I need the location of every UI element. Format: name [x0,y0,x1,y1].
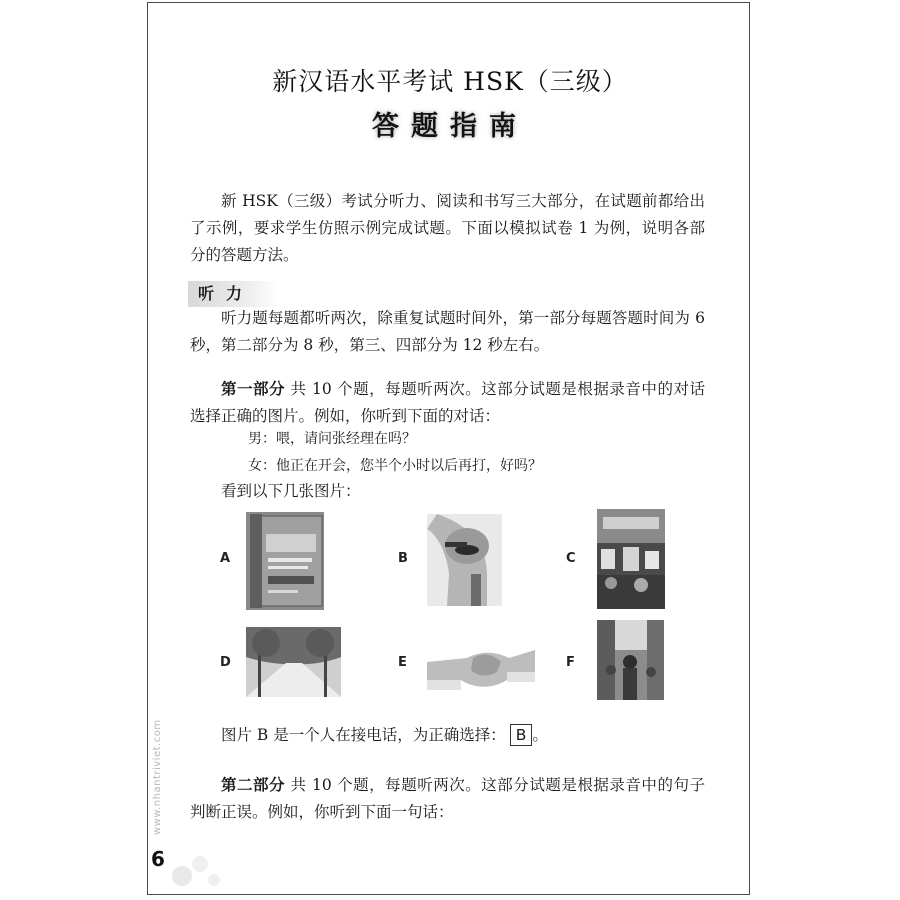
see-images-text: 看到以下几张图片： [221,482,361,500]
watermark: www.nhantriviet.com [152,719,163,835]
answer-end: 。 [532,726,548,744]
part1-paragraph [190,375,705,430]
handshake-icon [427,628,535,698]
page-subtitle: 答题指南 [372,111,528,142]
dialog-male: 男：喂，请问张经理在吗？ [248,431,416,447]
part1-text: 共 10 个题，每题听两次。这部分试题是根据录音中的对话选择正确的图片。例如，你听到下面的对话： [190,380,705,425]
tree-road-icon [246,627,341,697]
decoration-bubbles-icon [170,850,230,890]
option-letter-c: C [566,551,576,566]
option-letter-a: A [220,551,231,566]
answer-text: 图片 B 是一个人在接电话，为正确选择： [221,726,506,744]
page-title: 新汉语水平考试 HSK（三级） [272,67,628,96]
answer-box: B [510,724,533,746]
listening-description: 听力题每题都听两次，除重复试题时间外，第一部分每题答题时间为 6 秒，第二部分为 8 秒，第三、四部分为 12 秒左右。 [190,309,705,354]
part2-paragraph [190,771,705,826]
part2-text: 共 10 个题，每题听两次。这部分试题是根据录音中的句子判断正误。例如，你听到下面一句话： [190,776,705,821]
listening-heading: 听力 [188,281,278,307]
part2-label: 第二部分 [221,775,286,794]
option-letter-f: F [566,655,575,670]
intro-paragraph: 新 HSK（三级）考试分听力、阅读和书写三大部分，在试题前都给出了示例，要求学生仿照示例完成试题。下面以模拟试卷 1 为例，说明各部分的答题方法。 [190,192,705,264]
option-letter-d: D [220,655,231,670]
restaurant-icon [597,509,665,609]
option-letter-e: E [398,655,407,670]
book-cover-icon [246,512,324,610]
phone-headset-icon [427,514,502,606]
street-crowd-icon [597,620,664,700]
page-number: 6 [151,847,165,871]
dialog-female: 女：他正在开会，您半个小时以后再打，好吗？ [248,458,542,474]
option-letter-b: B [398,551,408,566]
part1-label: 第一部分 [221,379,286,398]
answer-line [221,722,701,749]
